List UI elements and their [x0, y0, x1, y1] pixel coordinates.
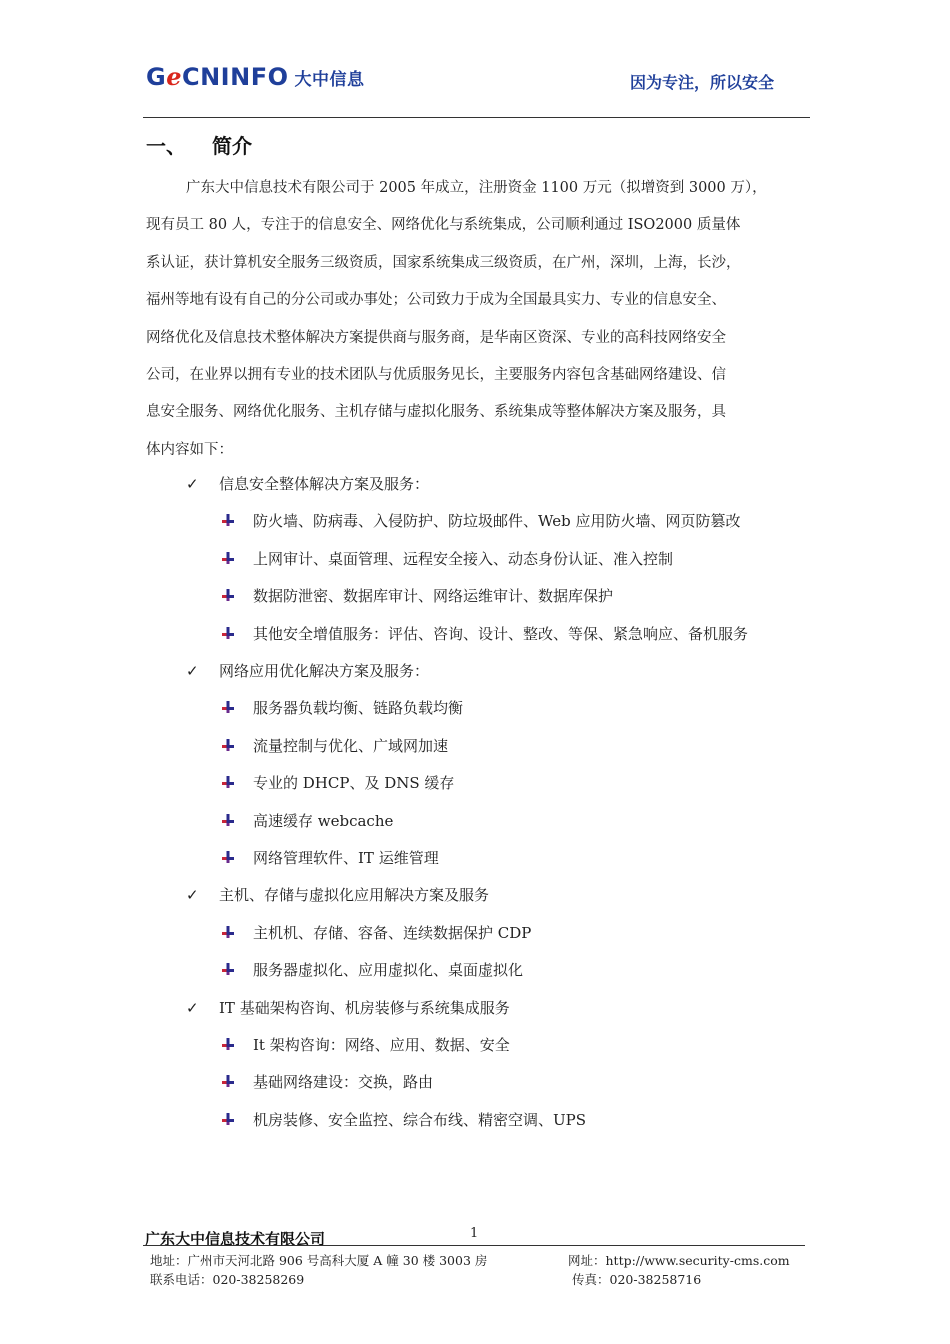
service-item-text: 高速缓存 webcache	[253, 811, 394, 830]
cross-bullet-icon	[221, 962, 253, 980]
service-item	[221, 1071, 433, 1092]
check-icon: ✓	[186, 998, 199, 1017]
cross-bullet-icon	[221, 551, 253, 569]
service-item-text: 流量控制与优化、广域网加速	[253, 736, 449, 755]
cross-bullet-icon	[221, 1037, 253, 1055]
service-item	[221, 585, 613, 606]
footer-fax: 传真：020-38258716	[572, 1272, 702, 1287]
cross-bullet-icon	[221, 588, 253, 606]
logo-chinese-name: 大中信息	[294, 70, 365, 90]
intro-line: 广东大中信息技术有限公司于 2005 年成立，注册资金 1100 万元（拟增资到 3000 万），	[186, 180, 767, 196]
service-item-text: 网络管理软件、IT 运维管理	[253, 849, 439, 867]
footer-website: 网址：http://www.security-cms.com	[568, 1253, 790, 1268]
footer-address: 地址：广州市天河北路 906 号高科大厦 A 幢 30 楼 3003 房	[150, 1253, 488, 1268]
service-item	[221, 623, 748, 644]
header-slogan: 因为专注，所以安全	[630, 73, 775, 92]
cross-bullet-icon	[221, 775, 253, 793]
intro-line: 现有员工 80 人，专注于的信息安全、网络优化与系统集成，公司顺利通过 ISO2000 质量体	[146, 217, 741, 234]
header-divider	[143, 117, 810, 118]
service-item	[221, 847, 439, 868]
cross-bullet-icon	[221, 1112, 253, 1130]
footer-company: 广东大中信息技术有限公司	[145, 1230, 326, 1248]
cross-bullet-icon	[221, 850, 253, 868]
footer-phone: 联系电话：020-38258269	[150, 1272, 305, 1287]
service-item	[221, 959, 523, 980]
category-title: 网络应用优化解决方案及服务：	[219, 662, 430, 680]
page-number: 1	[470, 1226, 479, 1241]
service-item	[221, 810, 393, 831]
service-item	[221, 735, 448, 756]
service-item-text: 基础网络建设：交换，路由	[253, 1073, 434, 1092]
cross-bullet-icon	[221, 700, 253, 718]
service-item	[221, 510, 740, 531]
service-item	[221, 548, 673, 569]
company-logo: GeCNINFO 大中信息	[146, 62, 365, 91]
intro-line: 公司，在业界以拥有专业的技术团队与优质服务见长，主要服务内容包含基础网络建设、信	[146, 367, 726, 384]
service-item	[221, 697, 463, 718]
check-icon: ✓	[186, 886, 199, 905]
service-item-text: 防火墙、防病毒、入侵防护、防垃圾邮件、Web 应用防火墙、网页防篡改	[253, 512, 741, 531]
cross-bullet-icon	[221, 738, 253, 756]
category-title: IT 基础架构咨询、机房装修与系统集成服务	[219, 998, 510, 1017]
intro-line: 息安全服务、网络优化服务、主机存储与虚拟化服务、系统集成等整体解决方案及服务，具	[146, 404, 726, 421]
section-heading	[146, 130, 252, 159]
service-item-text: 数据防泄密、数据库审计、网络运维审计、数据库保护	[253, 587, 614, 606]
cross-bullet-icon	[221, 925, 253, 943]
intro-line: 系认证，获计算机安全服务三级资质，国家系统集成三级资质，在广州，深圳，上海，长沙，	[146, 254, 741, 271]
cross-bullet-icon	[221, 513, 253, 531]
service-item	[221, 772, 454, 793]
cross-bullet-icon	[221, 626, 253, 644]
footer-divider	[143, 1245, 805, 1246]
section-title: 简介	[212, 134, 252, 158]
service-item-text: 专业的 DHCP、及 DNS 缓存	[253, 774, 455, 793]
service-item-text: 机房装修、安全监控、综合布线、精密空调、UPS	[253, 1110, 587, 1129]
category-title: 主机、存储与虚拟化应用解决方案及服务	[219, 886, 490, 905]
service-category	[186, 473, 429, 494]
service-item-text: 服务器负载均衡、链路负载均衡	[253, 699, 464, 718]
service-category	[186, 660, 429, 681]
service-item	[221, 922, 531, 943]
section-number: 一、	[146, 134, 186, 158]
intro-line: 体内容如下：	[146, 441, 233, 458]
service-item	[221, 1109, 586, 1130]
service-item-text: 主机机、存储、容备、连续数据保护 CDP	[253, 923, 532, 942]
intro-line: 网络优化及信息技术整体解决方案提供商与服务商，是华南区资深、专业的高科技网络安全	[146, 329, 726, 346]
service-category	[186, 997, 510, 1018]
intro-line: 福州等地有设有自己的分公司或办事处；公司致力于成为全国最具实力、专业的信息安全、	[146, 292, 726, 309]
service-item-text: 上网审计、桌面管理、远程安全接入、动态身份认证、准入控制	[253, 549, 674, 568]
cross-bullet-icon	[221, 813, 253, 831]
service-item	[221, 1034, 510, 1055]
service-item-text: 其他安全增值服务：评估、咨询、设计、整改、等保、紧急响应、备机服务	[253, 624, 749, 643]
check-icon: ✓	[186, 662, 199, 680]
service-category	[186, 884, 489, 905]
service-item-text: It 架构咨询：网络、应用、数据、安全	[253, 1036, 510, 1054]
check-icon: ✓	[186, 475, 199, 493]
cross-bullet-icon	[221, 1074, 253, 1092]
intro-paragraph	[146, 170, 810, 469]
category-title: 信息安全整体解决方案及服务：	[219, 475, 430, 493]
service-item-text: 服务器虚拟化、应用虚拟化、桌面虚拟化	[253, 961, 524, 980]
